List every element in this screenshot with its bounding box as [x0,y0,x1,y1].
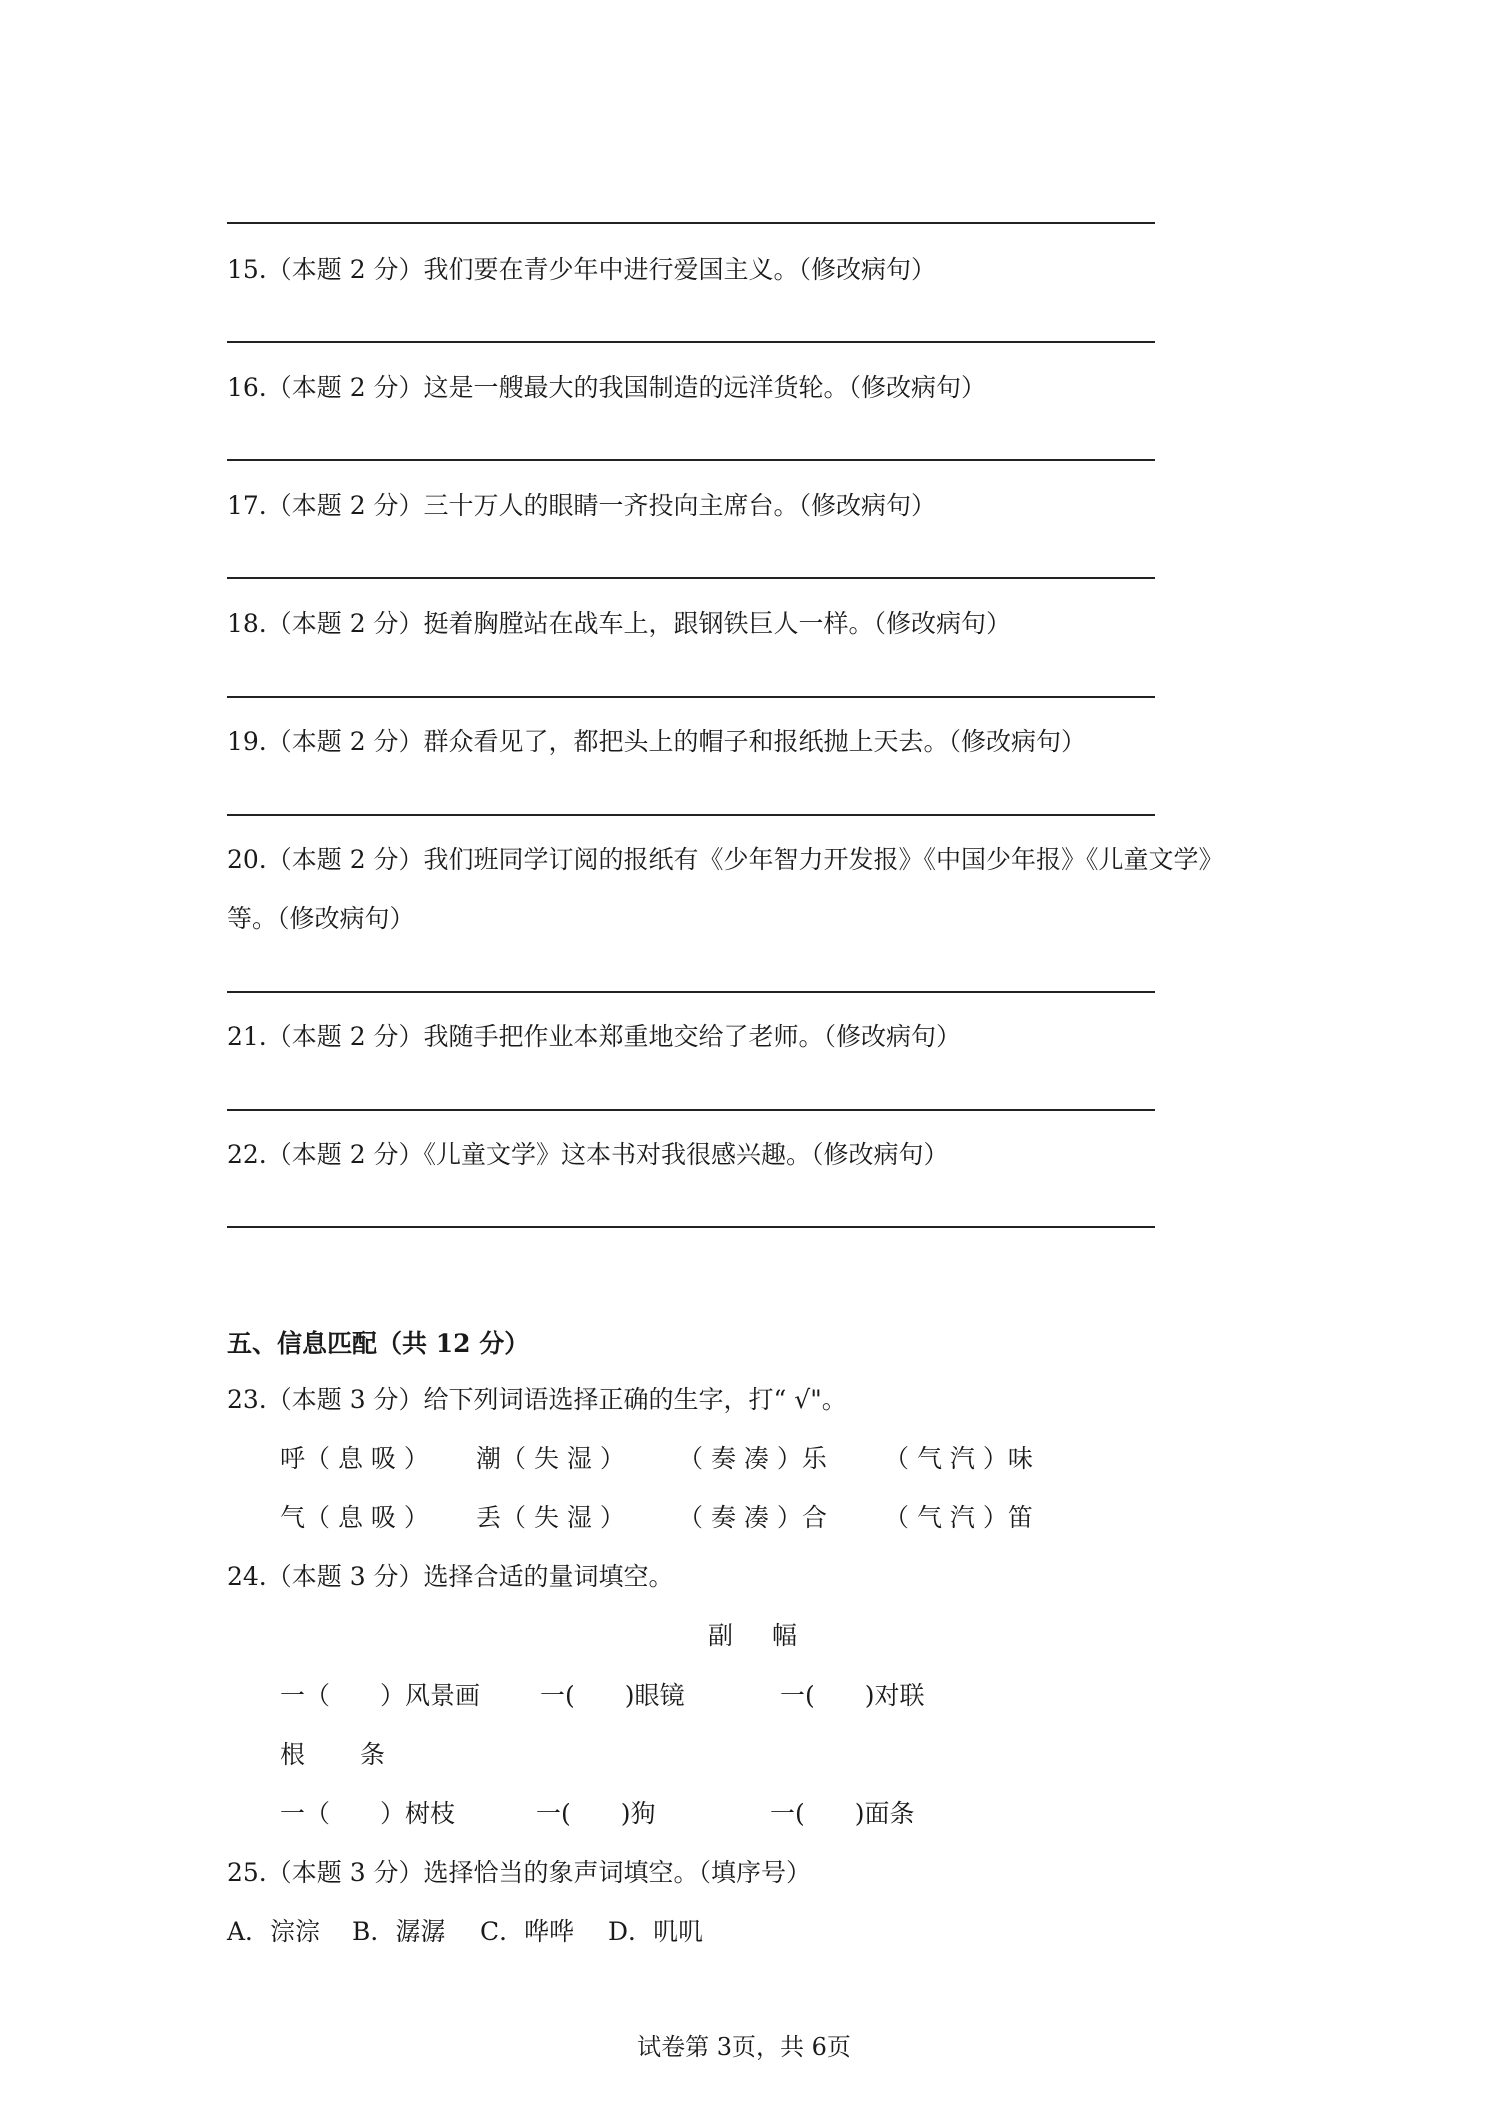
question-23: 23.（本题 3 分）给下列词语选择正确的生字，打“ √"。 [227,1385,847,1414]
section-title: 五、信息匹配（共 12 分） [227,1329,530,1358]
question-25: 25.（本题 3 分）选择恰当的象声词填空。（填序号） [227,1858,812,1887]
q25-option: A．淙淙 [227,1917,321,1946]
q24-blank-item: 一（ ）风景画 [280,1681,481,1710]
answer-line [227,577,1155,579]
question-18: 18.（本题 2 分）挺着胸膛站在战车上，跟钢铁巨人一样。（修改病句） [227,609,1012,638]
answer-line [227,1226,1155,1228]
q23-item: （ 奏 凑 ）合 [678,1503,827,1532]
q23-item: （ 气 汽 ）味 [884,1444,1033,1473]
q24-blank-item: 一( )面条 [770,1799,915,1828]
question-17: 17.（本题 2 分）三十万人的眼睛一齐投向主席台。（修改病句） [227,491,937,520]
q23-item: 呼（ 息 吸 ） [280,1444,429,1473]
q23-item: （ 奏 凑 ）乐 [678,1444,827,1473]
q24-blank-item: 一( )眼镜 [540,1681,685,1710]
question-21: 21.（本题 2 分）我随手把作业本郑重地交给了老师。（修改病句） [227,1022,962,1051]
answer-line [227,1109,1155,1111]
question-20-continued: 等。（修改病句） [227,904,415,933]
q25-option: C．哗哗 [480,1917,575,1946]
answer-line [227,222,1155,224]
answer-line [227,696,1155,698]
question-16: 16.（本题 2 分）这是一艘最大的我国制造的远洋货轮。（修改病句） [227,373,987,402]
answer-line [227,341,1155,343]
q24-word: 副 [708,1621,734,1650]
question-19: 19.（本题 2 分）群众看见了，都把头上的帽子和报纸抛上天去。（修改病句） [227,727,1087,756]
q24-word: 条 [360,1740,386,1769]
q24-word: 幅 [772,1621,798,1650]
q24-blank-item: 一( )对联 [780,1681,925,1710]
q23-item: 气（ 息 吸 ） [280,1503,429,1532]
answer-line [227,459,1155,461]
answer-line [227,814,1155,816]
question-15: 15.（本题 2 分）我们要在青少年中进行爱国主义。（修改病句） [227,255,937,284]
q23-item: 丢（ 失 湿 ） [476,1503,625,1532]
page-footer: 试卷第 3页，共 6页 [637,2033,851,2061]
q23-item: 潮（ 失 湿 ） [476,1444,625,1473]
question-24: 24.（本题 3 分）选择合适的量词填空。 [227,1562,674,1591]
q24-word: 根 [280,1740,306,1769]
q24-blank-item: 一( )狗 [536,1799,656,1828]
q24-blank-item: 一（ ）树枝 [280,1799,456,1828]
q23-item: （ 气 汽 ）笛 [884,1503,1033,1532]
q25-option: D．叽叽 [608,1917,704,1946]
answer-line [227,991,1155,993]
question-22: 22.（本题 2 分）《儿童文学》这本书对我很感兴趣。（修改病句） [227,1140,949,1169]
q25-option: B．潺潺 [352,1917,446,1946]
question-20: 20.（本题 2 分）我们班同学订阅的报纸有《少年智力开发报》《中国少年报》《儿童文学》 [227,845,1224,874]
